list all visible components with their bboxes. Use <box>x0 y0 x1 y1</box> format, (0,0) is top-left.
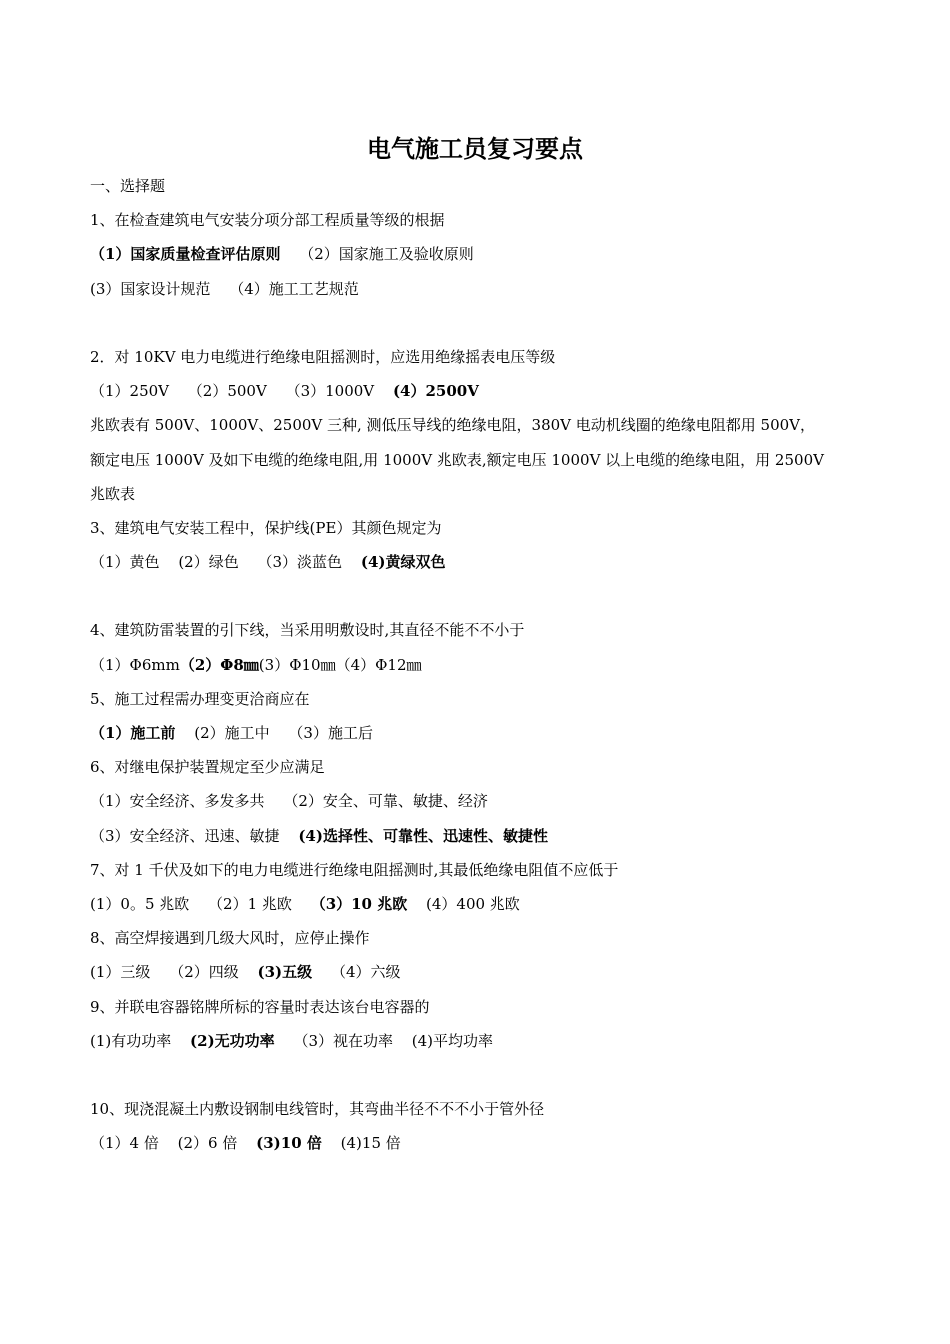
q1-option-3: (3）国家设计规范 <box>90 279 211 298</box>
blank-line <box>90 1058 890 1092</box>
blank-line <box>90 306 890 340</box>
q8-option-4: （4）六级 <box>330 963 401 982</box>
q1-option-1-answer: （1）国家质量检查评估原则 <box>90 245 281 264</box>
q7-option-1: (1）0。5 兆欧 <box>90 894 190 913</box>
question-10-options <box>90 1126 890 1160</box>
question-4-options <box>90 648 890 682</box>
question-4-stem: 4、建筑防雷装置的引下线，当采用明敷设时,其直径不能不不小于 <box>90 621 525 640</box>
q9-option-3: （3）视在功率 <box>293 1031 393 1050</box>
question-9-options <box>90 1024 890 1058</box>
q10-option-4: (4)15 倍 <box>340 1134 401 1153</box>
question-3-stem: 3、建筑电气安装工程中，保护线(PE）其颜色规定为 <box>90 518 442 537</box>
q7-option-3-answer: （3）10 兆欧 <box>310 894 408 913</box>
q2-option-2: （2）500V <box>187 382 267 401</box>
q4-option-3: (3）Φ10㎜ <box>258 655 336 674</box>
q10-option-1: （1）4 倍 <box>90 1134 159 1153</box>
q9-option-1: (1)有功功率 <box>90 1031 172 1050</box>
q10-option-2: (2）6 倍 <box>177 1134 238 1153</box>
q4-option-1: （1）Φ6mm <box>90 655 180 674</box>
q2-note-line-2: 额定电压 1000V 及如下电缆的绝缘电阻,用 1000V 兆欧表,额定电压 1000V 以上电缆的绝缘电阻，用 2500V <box>90 450 824 469</box>
q3-option-2: (2）绿色 <box>178 553 239 572</box>
question-2-stem: 2．对 10KV 电力电缆进行绝缘电阻摇测时，应选用绝缘摇表电压等级 <box>90 347 556 366</box>
question-1-options-b <box>90 272 890 306</box>
q1-option-2: （2）国家施工及验收原则 <box>299 245 474 264</box>
q2-option-3: （3）1000V <box>285 382 375 401</box>
q6-option-2: （2）安全、可靠、敏捷、经济 <box>283 792 488 811</box>
page-title: 电气施工员复习要点 <box>367 135 583 163</box>
q6-option-1: （1）安全经济、多发多共 <box>90 792 265 811</box>
q8-option-3-answer: (3)五级 <box>257 963 313 982</box>
section-heading: 一、选择题 <box>90 177 166 195</box>
q6-option-4-answer: (4)选择性、可靠性、迅速性、敏捷性 <box>298 826 548 845</box>
blank-line <box>90 579 890 613</box>
question-6-options-a <box>90 784 890 818</box>
question-8-stem: 8、高空焊接遇到几级大风时，应停止操作 <box>90 929 370 948</box>
q7-option-2: （2）1 兆欧 <box>208 894 292 913</box>
question-5-stem: 5、施工过程需办理变更洽商应在 <box>90 689 310 708</box>
question-3-options <box>90 545 890 579</box>
question-10-stem: 10、现浇混凝土内敷设钢制电线管时，其弯曲半径不不不小于管外径 <box>90 1100 545 1119</box>
q6-option-3: （3）安全经济、迅速、敏捷 <box>90 826 280 845</box>
question-5-options <box>90 716 890 750</box>
q1-option-4: （4）施工工艺规范 <box>229 279 359 298</box>
document-body <box>90 169 890 1160</box>
q2-note-line-3: 兆欧表 <box>90 484 136 503</box>
q3-option-1: （1）黄色 <box>90 553 160 572</box>
question-7-stem: 7、对 1 千伏及如下的电力电缆进行绝缘电阻摇测时,其最低绝缘电阻值不应低于 <box>90 860 619 879</box>
q4-option-2-answer: （2）Φ8㎜ <box>179 655 259 674</box>
q5-option-1-answer: （1）施工前 <box>90 724 176 742</box>
q9-option-4: (4)平均功率 <box>411 1031 494 1050</box>
question-8-options <box>90 955 890 989</box>
question-7-options <box>90 887 890 921</box>
question-6-options-b <box>90 819 890 853</box>
question-1-options-a <box>90 237 890 271</box>
q7-option-4: (4）400 兆欧 <box>426 894 520 913</box>
question-2-options <box>90 374 890 408</box>
q8-option-2: （2）四级 <box>169 963 239 982</box>
q2-option-4-answer: (4）2500V <box>392 382 479 401</box>
q3-option-3: （3）淡蓝色 <box>257 553 343 572</box>
q10-option-3-answer: (3)10 倍 <box>256 1134 322 1153</box>
question-9-stem: 9、并联电容器铭牌所标的容量时表达该台电容器的 <box>90 997 430 1016</box>
question-1-stem: 1、在检查建筑电气安装分项分部工程质量等级的根据 <box>90 211 445 230</box>
q9-option-2-answer: (2)无功功率 <box>190 1031 275 1050</box>
q2-note-line-1: 兆欧表有 500V、1000V、2500V 三种, 测低压导线的绝缘电阻，380V 电动机线圈的绝缘电阻都用 500V， <box>90 416 816 435</box>
q3-option-4-answer: (4)黄绿双色 <box>360 553 446 572</box>
question-6-stem: 6、对继电保护装置规定至少应满足 <box>90 758 325 777</box>
q5-option-2: (2）施工中 <box>194 724 270 742</box>
q5-option-3: （3）施工后 <box>288 724 373 742</box>
q2-option-1: （1）250V <box>90 382 170 401</box>
q4-option-4: （4）Φ12㎜ <box>335 655 422 674</box>
q8-option-1: (1）三级 <box>90 963 151 982</box>
